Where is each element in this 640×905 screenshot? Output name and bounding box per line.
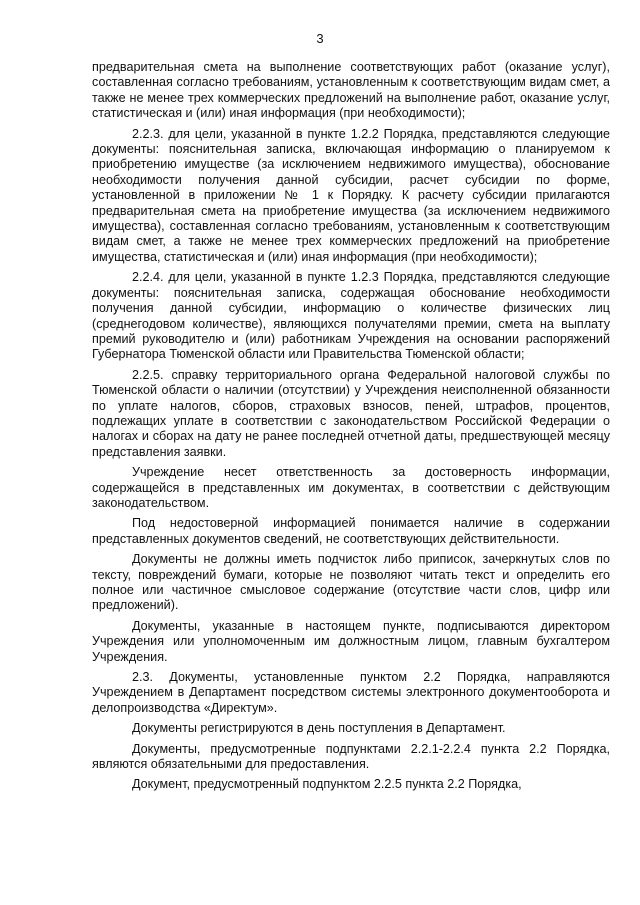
- paragraph-registration: Документы регистрируются в день поступления в Департамент.: [132, 721, 506, 736]
- paragraph-2-2-5-note: Документ, предусмотренный подпунктом 2.2.5 пункта 2.2 Порядка,: [132, 777, 522, 792]
- paragraph-false-info-definition: Под недостоверной информацией понимается наличие в содержании представленных документов сведений, не соответствующих действительности.: [92, 516, 610, 546]
- page-number: 3: [316, 31, 324, 46]
- paragraph-document-requirements: Документы не должны иметь подчисток либо приписок, зачеркнутых слов по тексту, повреждений бумаги, которые не позволяют читать текст и определить его полное или частичное смысловое содержание (отсутствие части слов, цифр или предложений).: [92, 552, 610, 613]
- paragraph-signatures: Документы, указанные в настоящем пункте, подписываются директором Учреждения или уполномоченным им должностным лицом, главным бухгалтером Учреждения.: [92, 618, 610, 664]
- paragraph-mandatory-docs: Документы, предусмотренные подпунктами 2.2.1-2.2.4 пункта 2.2 Порядка, являются обязательными для предоставления.: [92, 741, 610, 772]
- paragraph-responsibility: Учреждение несет ответственность за достоверность информации, содержащейся в представленных им документах, в соответствии с действующим законодательством.: [92, 465, 610, 510]
- paragraph-2-2-4: 2.2.4. для цели, указанной в пункте 1.2.3 Порядка, представляются следующие документы: пояснительная записка, содержащая обоснование необходимости получения данной субсидии, информацию о количестве физических лиц (среднегодовом количестве), являющихся получателями премии, смета на выплату премий руководителю и (или) работникам Учреждения на основании распоряжений Губернатора Тюменской области или Правительства Тюменской области;: [92, 270, 610, 362]
- paragraph-2-2-5: 2.2.5. справку территориального органа Федеральной налоговой службы по Тюменской области о наличии (отсутствии) у Учреждения неисполненной обязанности по уплате налогов, сборов, страховых взносов, пеней, штрафов, процентов, подлежащих уплате в соответствии с законодательством Российской Федерации о налогах и сборах на дату не ранее последней отчетной даты, предшествующей месяцу представления заявки.: [92, 367, 610, 459]
- document-body: [92, 60, 610, 798]
- paragraph-2-2-3: 2.2.3. для цели, указанной в пункте 1.2.2 Порядка, представляются следующие документы: пояснительная записка, включающая информацию о планируемом к приобретению имуществе (за исключением недвижимого имущества), обоснование необходимости получения данной субсидии, расчет субсидии по форме, установленной в приложении № 1 к Порядку. К расчету субсидии прилагаются предварительная смета на приобретение имущества (за исключением недвижимого имущества), составленная согласно требованиям, установленным к соответствующим видам смет, а также не менее трех коммерческих предложений на приобретение имущества, статистическая и (или) иная информация (при необходимости);: [92, 126, 610, 264]
- paragraph-2-3: 2.3. Документы, установленные пунктом 2.2 Порядка, направляются Учреждением в Департамент посредством системы электронного документооборота и делопроизводства «Директум».: [92, 670, 610, 715]
- paragraph-continuation: предварительная смета на выполнение соответствующих работ (оказание услуг), составленная согласно требованиям, установленным к соответствующим видам смет, а также не менее трех коммерческих предложений на выполнение работ, оказание услуг, статистическая и (или) иная информация (при необходимости);: [92, 60, 610, 121]
